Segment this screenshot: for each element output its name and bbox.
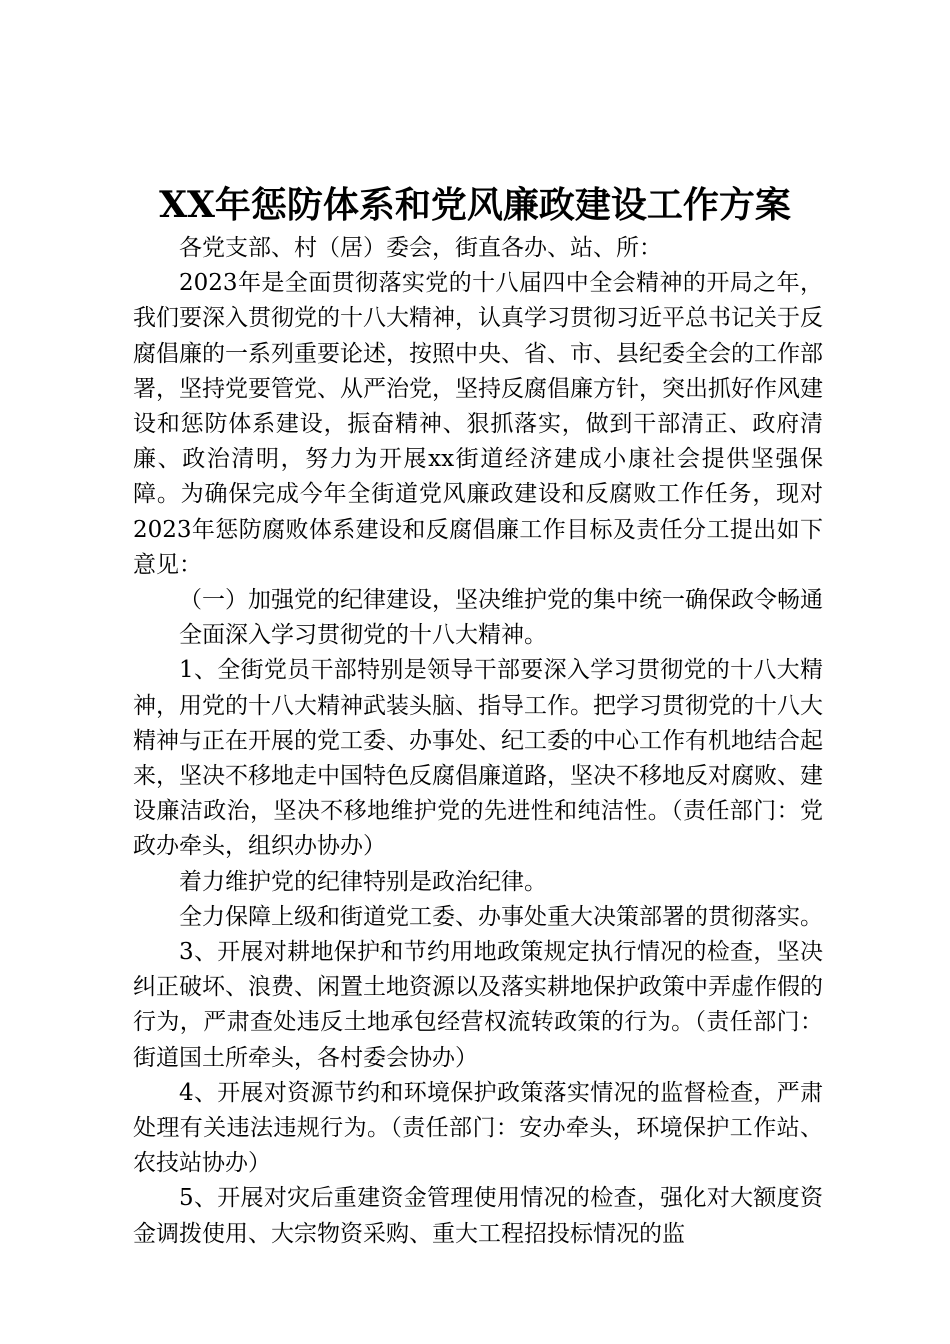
body-paragraph: 全力保障上级和街道党工委、办事处重大决策部署的贯彻落实。 [179, 903, 823, 930]
document-body [133, 231, 823, 1252]
intro-paragraph: 2023年是全面贯彻落实党的十八届四中全会精神的开局之年，我们要深入贯彻党的十八大精神，认真学习贯彻习近平总书记关于反腐倡廉的一系列重要论述，按照中央、省、市、县纪委全会的工作部署，坚持党要管党、从严治党，坚持反腐倡廉方针，突出抓好作风建设和惩防体系建设，振奋精神、狠抓落实，做到干部清正、政府清廉、政治清明，努力为开展xx街道经济建成小康社会提供坚强保障。为确保完成今年全街道党风廉政建设和反腐败工作任务，现对2023年惩防腐败体系建设和反腐倡廉工作目标及责任分工提出如下意见： [133, 270, 823, 578]
body-paragraph: 着力维护党的纪律特别是政治纪律。 [179, 868, 547, 895]
body-paragraph: 全面深入学习贯彻党的十八大精神。 [179, 622, 547, 649]
body-paragraph: 4、开展对资源节约和环境保护政策落实情况的监督检查，严肃处理有关违法违规行为。（责任部门：安办牵头，环境保护工作站、农技站协办） [133, 1079, 823, 1177]
body-paragraph: 1、全街党员干部特别是领导干部要深入学习贯彻党的十八大精神，用党的十八大精神武装头脑、指导工作。把学习贯彻党的十八大精神与正在开展的党工委、办事处、纪工委的中心工作有机地结合起来，坚决不移地走中国特色反腐倡廉道路，坚决不移地反对腐败、建设廉洁政治，坚决不移地维护党的先进性和纯洁性。（责任部门：党政办牵头，组织办协办） [133, 657, 823, 860]
body-paragraph: 3、开展对耕地保护和节约用地政策规定执行情况的检查，坚决纠正破坏、浪费、闲置土地资源以及落实耕地保护政策中弄虚作假的行为，严肃查处违反土地承包经营权流转政策的行为。（责任部门：街道国土所牵头，各村委会协办） [133, 939, 823, 1071]
section-heading-1: （一）加强党的纪律建设，坚决维护党的集中统一确保政令畅通 [179, 587, 823, 614]
document-title: XX年惩防体系和党风廉政建设工作方案 [159, 184, 791, 226]
body-paragraph: 5、开展对灾后重建资金管理使用情况的检查，强化对大额度资金调拨使用、大宗物资采购、重大工程招投标情况的监 [133, 1185, 823, 1247]
salutation-paragraph: 各党支部、村（居）委会，街直各办、站、所： [179, 235, 662, 261]
